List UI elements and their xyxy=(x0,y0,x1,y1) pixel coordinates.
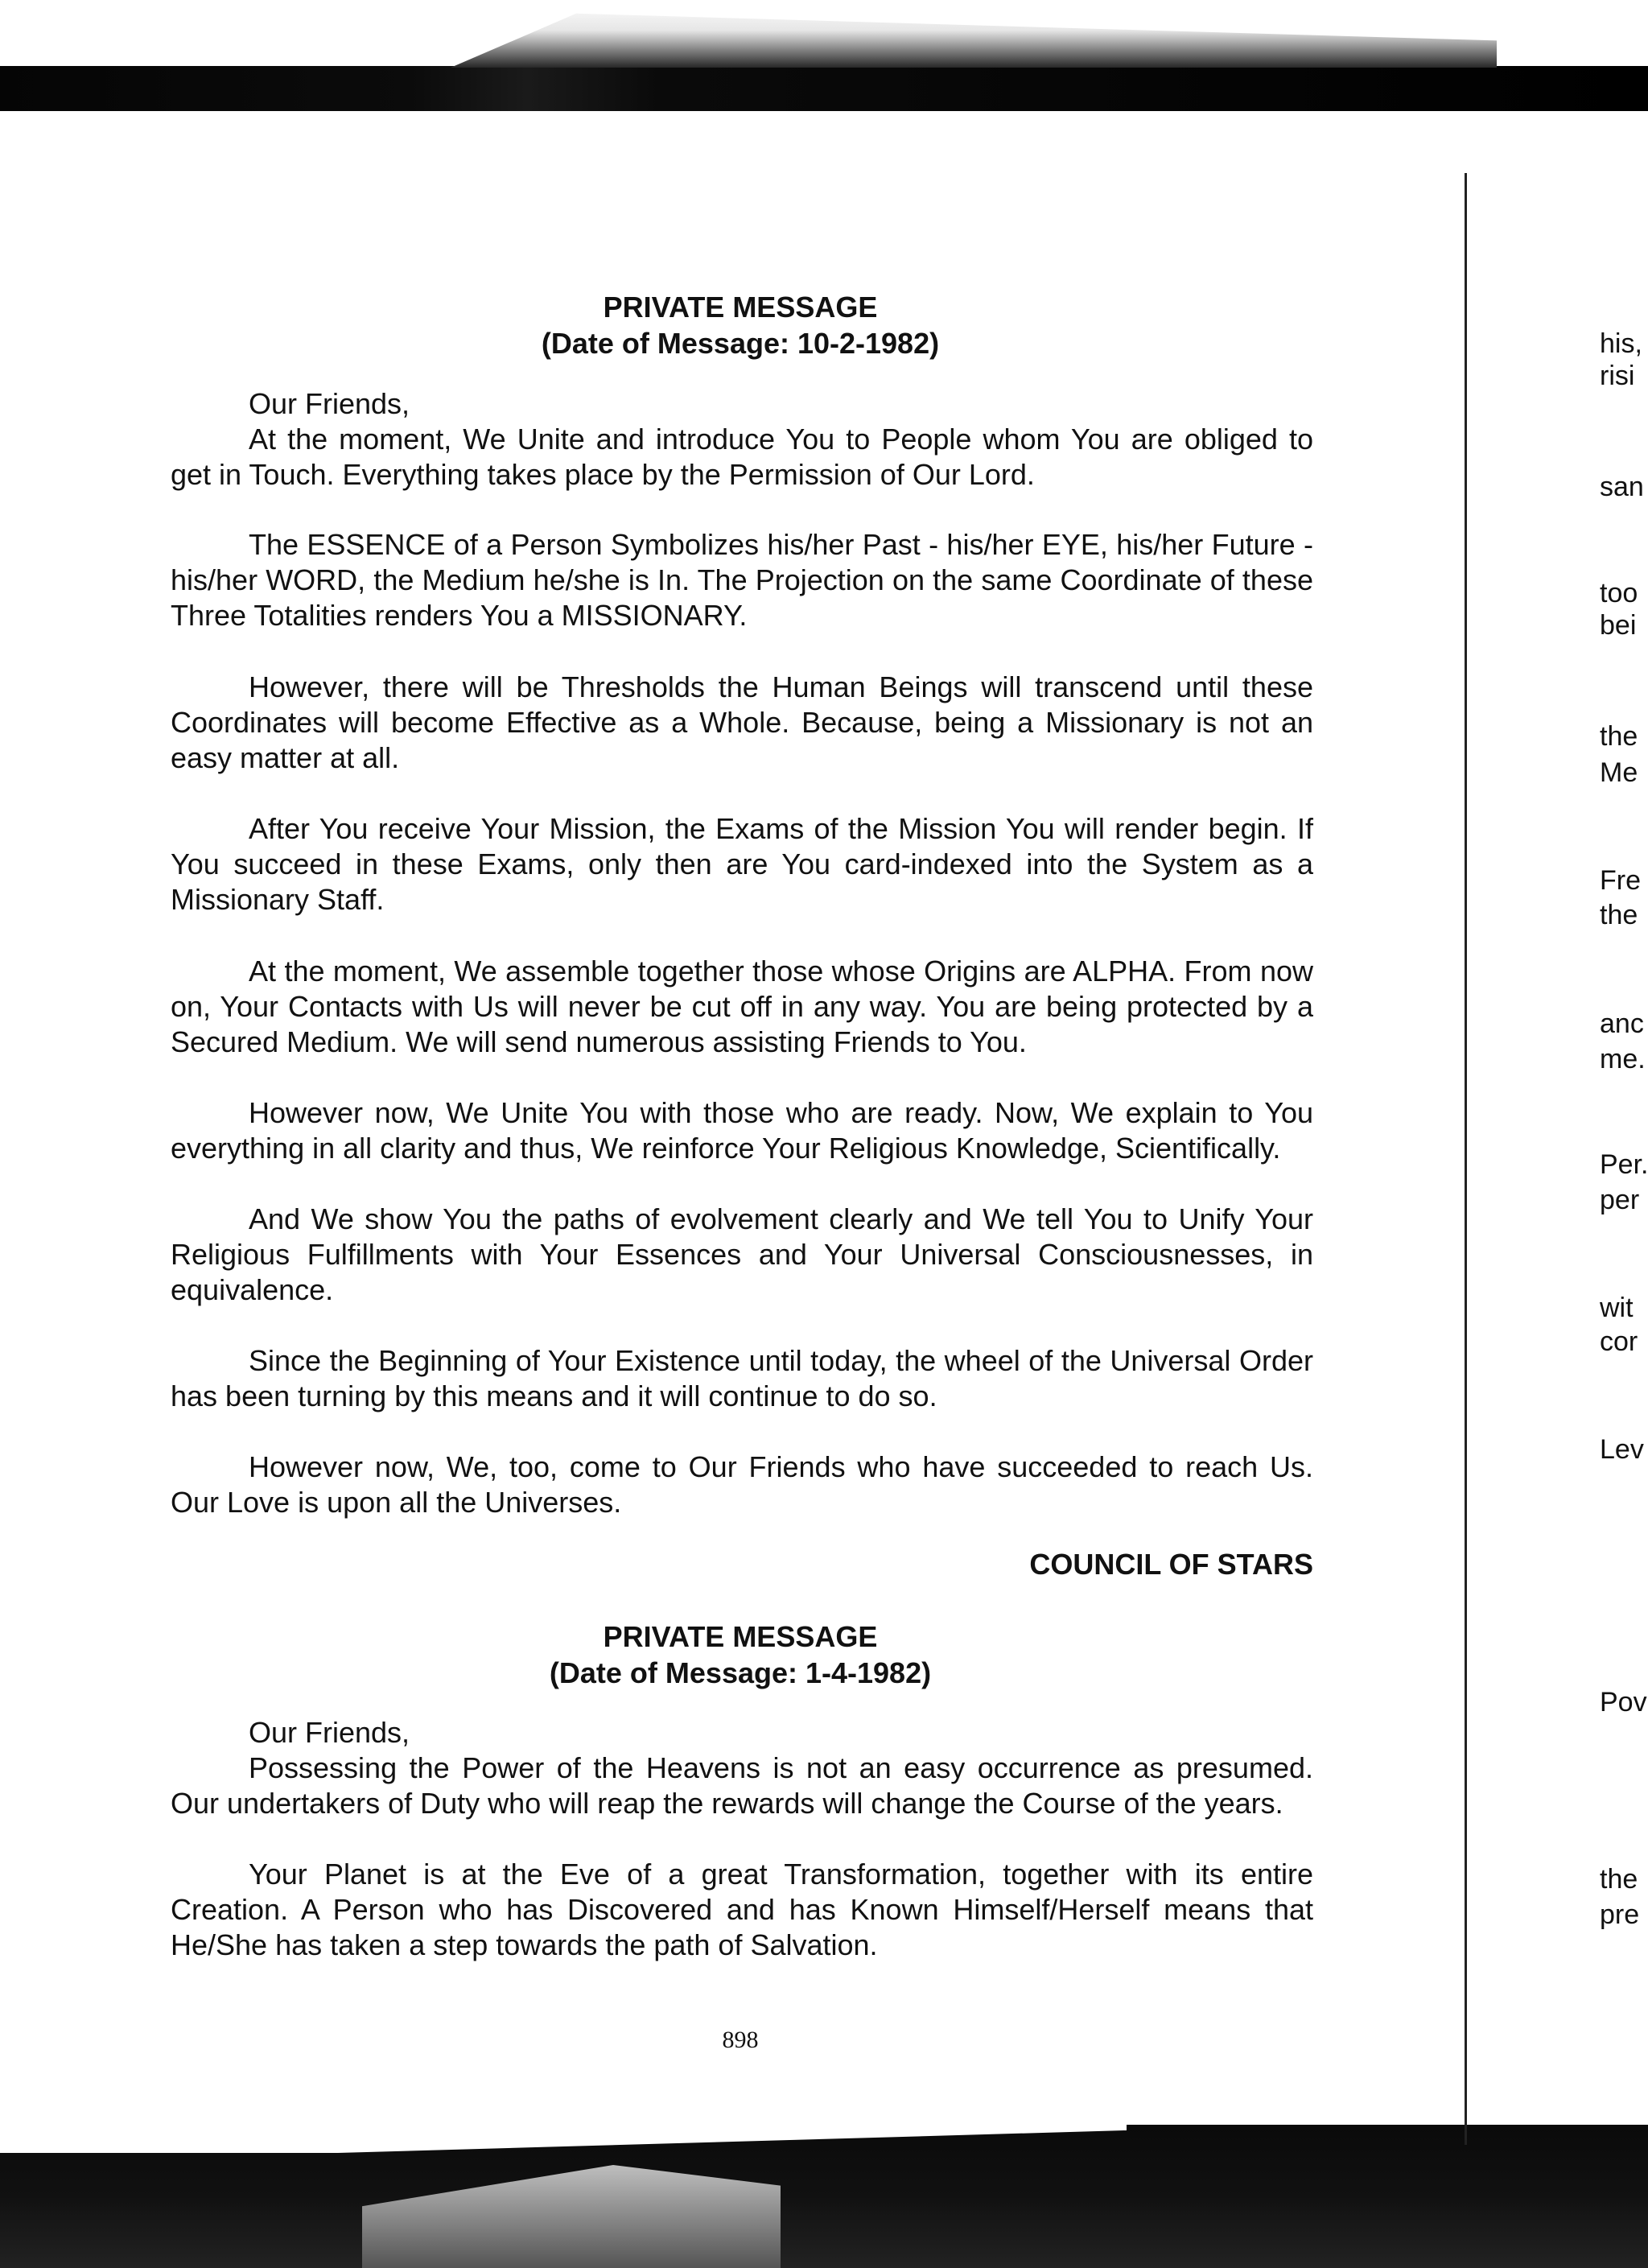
message-date: (Date of Message: 1-4-1982) xyxy=(549,1656,932,1689)
message-title: PRIVATE MESSAGE xyxy=(603,291,878,324)
facing-page-fragment: Pov xyxy=(1600,1687,1647,1717)
signature: COUNCIL OF STARS xyxy=(1029,1548,1313,1581)
page-number: 898 xyxy=(722,2027,759,2053)
paragraph: However, there will be Thresholds the Human Beings will transcend until these Coordinates will become Effective as a Whole. Because, being a Missionary is not an easy matter at all. xyxy=(171,670,1313,774)
facing-page-fragment: san xyxy=(1600,472,1644,502)
facing-page-fragment: the xyxy=(1600,721,1638,752)
facing-page-fragment: cor xyxy=(1600,1326,1638,1357)
salutation: Our Friends, xyxy=(249,1716,410,1749)
facing-page-fragment: Per. xyxy=(1600,1149,1648,1180)
facing-page-fragment: Lev xyxy=(1600,1434,1644,1465)
facing-page-fragment: anc xyxy=(1600,1008,1644,1039)
salutation: Our Friends, xyxy=(249,387,410,420)
paragraph: At the moment, We Unite and introduce You to People whom You are obliged to get in Touch. Everything takes place by the Permission of Our Lord. xyxy=(171,423,1313,491)
message-title: PRIVATE MESSAGE xyxy=(603,1620,878,1653)
facing-page-fragment: the xyxy=(1600,900,1638,930)
facing-page-fragment: bei xyxy=(1600,610,1637,641)
facing-page-fragment: risi xyxy=(1600,361,1635,391)
facing-page-fragment: me. xyxy=(1600,1044,1646,1074)
message-date: (Date of Message: 10-2-1982) xyxy=(541,327,940,360)
paragraph: At the moment, We assemble together those whose Origins are ALPHA. From now on, Your Contacts with Us will never be cut off in any way. You are being protected by a Secured Medium. We will send numerous assisting Friends to You. xyxy=(171,955,1313,1058)
facing-page-fragment: Me xyxy=(1600,757,1638,788)
facing-page-fragment: too xyxy=(1600,578,1638,608)
facing-page-fragment: pre xyxy=(1600,1899,1640,1930)
paragraph: Possessing the Power of the Heavens is not an easy occurrence as presumed. Our undertakers of Duty who will reap the rewards will change the Course of the years. xyxy=(171,1751,1313,1820)
paragraph: And We show You the paths of evolvement clearly and We tell You to Unify Your Religious Fulfillments with Your Essences and Your Universal Consciousnesses, in equivalence. xyxy=(171,1202,1313,1306)
facing-page-fragment: per xyxy=(1600,1185,1640,1215)
paragraph: However now, We Unite You with those who are ready. Now, We explain to You everything in all clarity and thus, We reinforce Your Religious Knowledge, Scientifically. xyxy=(171,1096,1313,1165)
book-spine-line xyxy=(1465,173,1467,2145)
paragraph: Your Planet is at the Eve of a great Transformation, together with its entire Creation. A Person who has Discovered and has Known Himself/Herself means that He/She has taken a step towards the path of Salvation. xyxy=(171,1858,1313,1961)
paragraph: Since the Beginning of Your Existence until today, the wheel of the Universal Order has been turning by this means and it will continue to do so. xyxy=(171,1344,1313,1412)
paragraph: However now, We, too, come to Our Friends who have succeeded to reach Us. Our Love is upon all the Universes. xyxy=(171,1450,1313,1519)
facing-page-fragment: wit xyxy=(1600,1293,1634,1323)
facing-page-fragment: Fre xyxy=(1600,865,1641,896)
paragraph: After You receive Your Mission, the Exams of the Mission You will render begin. If You succeed in these Exams, only then are You card-indexed into the System as a Missionary Staff. xyxy=(171,812,1313,916)
facing-page-fragment: the xyxy=(1600,1864,1638,1895)
facing-page-fragment: his, xyxy=(1600,328,1642,359)
paragraph: The ESSENCE of a Person Symbolizes his/her Past - his/her EYE, his/her Future - his/her WORD, the Medium he/she is In. The Projection on the same Coordinate of these Three Totalities renders You a MISSIONARY. xyxy=(171,528,1313,632)
